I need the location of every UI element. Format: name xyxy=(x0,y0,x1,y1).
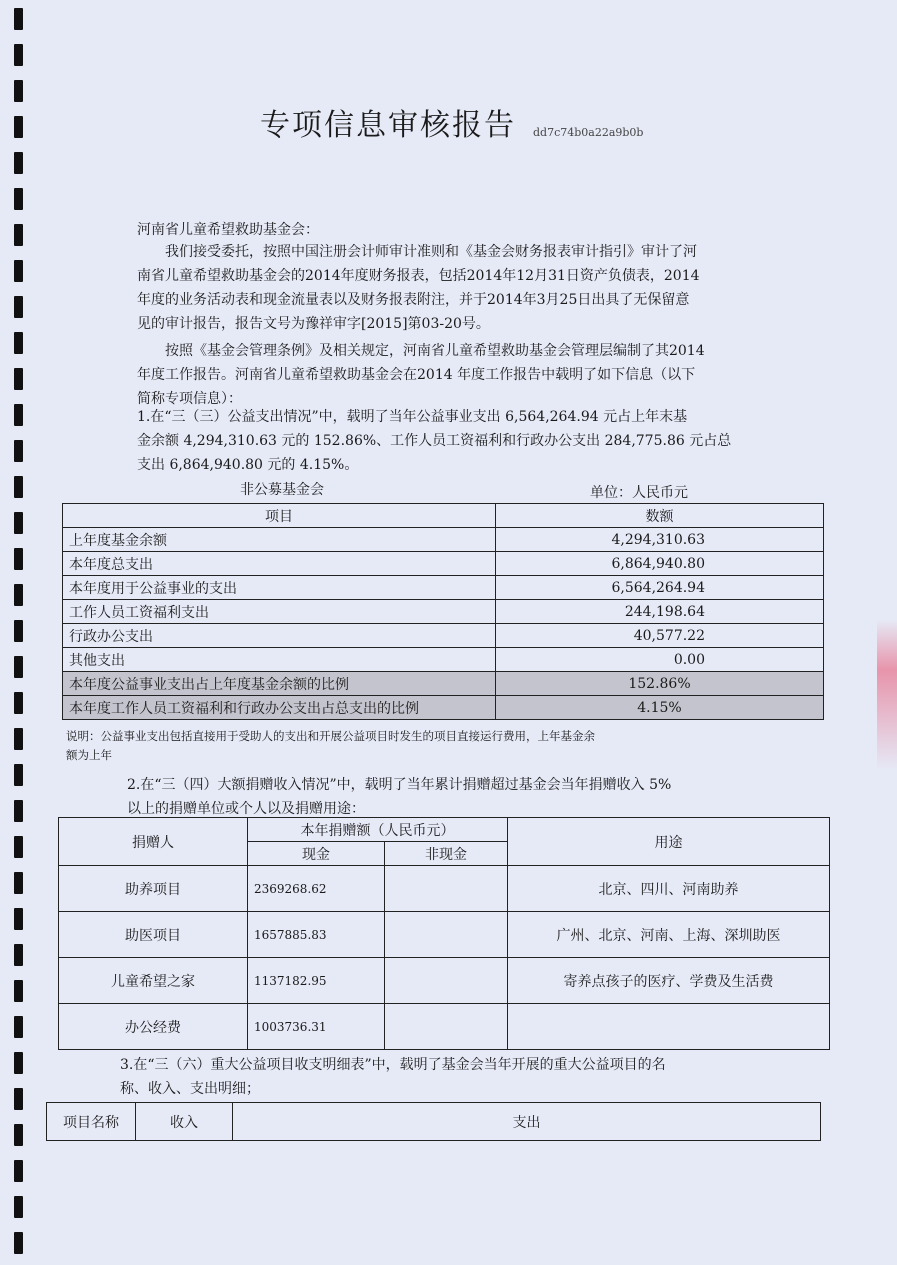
addressee: 河南省儿童希望救助基金会： xyxy=(137,222,319,238)
paragraph-2 xyxy=(137,339,777,411)
table-header-row xyxy=(47,1103,821,1141)
binding-hole xyxy=(14,1232,23,1254)
table-cell xyxy=(385,1004,508,1050)
table-cell: 40,577.22 xyxy=(496,624,824,648)
item-1-text xyxy=(137,405,787,477)
header-donor: 捐赠人 xyxy=(59,818,248,866)
table-cell: 本年度工作人员工资福利和行政办公支出占总支出的比例 xyxy=(63,696,496,720)
text-line: 见的审计报告，报告文号为豫祥审字[2015]第03-20号。 xyxy=(137,316,490,332)
red-stamp-edge xyxy=(877,620,897,770)
table-cell: 1003736.31 xyxy=(248,1004,385,1050)
table-cell xyxy=(508,1004,830,1050)
binding-hole xyxy=(14,908,23,930)
text-line: 以上的捐赠单位或个人以及捐赠用途： xyxy=(127,801,365,817)
header-income: 收入 xyxy=(136,1103,233,1141)
text-line: 金余额 4,294,310.63 元的 152.86%、工作人员工资福利和行政办公支出 284,775.86 元占总 xyxy=(137,433,732,449)
table1-note xyxy=(66,727,766,765)
paragraph-1 xyxy=(137,240,777,336)
table-cell: 助医项目 xyxy=(59,912,248,958)
text-line: 说明：公益事业支出包括直接用于受助人的支出和开展公益项目时发生的项目直接运行费用，上年基金余 xyxy=(66,729,595,743)
header-noncash: 非现金 xyxy=(385,842,508,866)
binding-hole xyxy=(14,944,23,966)
binding-hole xyxy=(14,404,23,426)
binding-hole xyxy=(14,512,23,534)
table-header-row xyxy=(59,818,830,842)
binding-hole xyxy=(14,692,23,714)
table-cell: 广州、北京、河南、上海、深圳助医 xyxy=(508,912,830,958)
header-project-name: 项目名称 xyxy=(47,1103,136,1141)
table-cell: 寄养点孩子的医疗、学费及生活费 xyxy=(508,958,830,1004)
table-cell: 行政办公支出 xyxy=(63,624,496,648)
binding-hole xyxy=(14,836,23,858)
text-line: 1.在“三（三）公益支出情况”中，载明了当年公益事业支出 6,564,264.94 元占上年末基 xyxy=(137,409,688,425)
binding-hole xyxy=(14,1160,23,1182)
table-row xyxy=(63,576,824,600)
binding-hole xyxy=(14,728,23,750)
table-cell: 助养项目 xyxy=(59,866,248,912)
table-donations xyxy=(58,817,830,1050)
item-3-text xyxy=(120,1053,780,1101)
text-line: 按照《基金会管理条例》及相关规定，河南省儿童希望救助基金会管理层编制了其2014 xyxy=(137,343,705,359)
table-cell: 244,198.64 xyxy=(496,600,824,624)
table-cell xyxy=(385,866,508,912)
table-cell: 4.15% xyxy=(496,696,824,720)
table-cell: 儿童希望之家 xyxy=(59,958,248,1004)
table-cell: 本年度总支出 xyxy=(63,552,496,576)
binding-hole xyxy=(14,1016,23,1038)
table-header-row xyxy=(63,504,824,528)
binding-hole xyxy=(14,8,23,30)
binding-hole xyxy=(14,548,23,570)
binding-hole xyxy=(14,620,23,642)
header-use: 用途 xyxy=(508,818,830,866)
table-cell: 6,864,940.80 xyxy=(496,552,824,576)
table1-caption-left: 非公募基金会 xyxy=(240,482,324,498)
table-cell: 0.00 xyxy=(496,648,824,672)
page-title: 专项信息审核报告 xyxy=(260,108,516,143)
table-row xyxy=(63,648,824,672)
table-projects xyxy=(46,1102,821,1141)
header-amount: 数额 xyxy=(496,504,824,528)
table-cell xyxy=(385,958,508,1004)
binding-hole xyxy=(14,1052,23,1074)
binding-hole xyxy=(14,188,23,210)
table-cell: 工作人员工资福利支出 xyxy=(63,600,496,624)
binding-hole xyxy=(14,296,23,318)
header-amount: 本年捐赠额（人民币元） xyxy=(248,818,508,842)
table-cell: 1137182.95 xyxy=(248,958,385,1004)
binding-hole xyxy=(14,1124,23,1146)
text-line: 简称专项信息）： xyxy=(137,391,242,407)
table1-caption-right: 单位：人民币元 xyxy=(590,485,688,501)
table-cell: 本年度公益事业支出占上年度基金余额的比例 xyxy=(63,672,496,696)
binding-hole xyxy=(14,476,23,498)
table-expenditure xyxy=(62,503,824,720)
table-row xyxy=(63,528,824,552)
table-cell xyxy=(385,912,508,958)
table-cell: 上年度基金余额 xyxy=(63,528,496,552)
table-cell: 其他支出 xyxy=(63,648,496,672)
binding-hole xyxy=(14,152,23,174)
doc-code: dd7c74b0a22a9b0b xyxy=(533,126,644,139)
text-line: 年度工作报告。河南省儿童希望救助基金会在2014 年度工作报告中载明了如下信息（以下 xyxy=(137,367,696,383)
item-2-text xyxy=(127,773,777,821)
text-line: 2.在“三（四）大额捐赠收入情况”中，载明了当年累计捐赠超过基金会当年捐赠收入 5% xyxy=(127,777,672,793)
header-expense: 支出 xyxy=(233,1103,821,1141)
binding-hole xyxy=(14,224,23,246)
binding-hole xyxy=(14,80,23,102)
table-cell: 本年度用于公益事业的支出 xyxy=(63,576,496,600)
binding-hole xyxy=(14,872,23,894)
table-row xyxy=(59,912,830,958)
text-line: 称、收入、支出明细； xyxy=(120,1081,260,1097)
binding-hole xyxy=(14,116,23,138)
table-row xyxy=(63,624,824,648)
binding-hole xyxy=(14,1196,23,1218)
binding-hole xyxy=(14,368,23,390)
binding-hole xyxy=(14,800,23,822)
text-line: 支出 6,864,940.80 元的 4.15%。 xyxy=(137,457,359,473)
table-cell: 2369268.62 xyxy=(248,866,385,912)
binding-hole xyxy=(14,1088,23,1110)
table-row xyxy=(59,1004,830,1050)
table-cell: 152.86% xyxy=(496,672,824,696)
table-cell: 6,564,264.94 xyxy=(496,576,824,600)
table-cell: 1657885.83 xyxy=(248,912,385,958)
table-cell: 4,294,310.63 xyxy=(496,528,824,552)
text-line: 我们接受委托，按照中国注册会计师审计准则和《基金会财务报表审计指引》审计了河 xyxy=(137,244,697,260)
binding-hole xyxy=(14,656,23,678)
binding-holes xyxy=(14,0,28,1265)
binding-hole xyxy=(14,584,23,606)
header-cash: 现金 xyxy=(248,842,385,866)
text-line: 额为上年 xyxy=(66,748,112,762)
table-row xyxy=(63,672,824,696)
binding-hole xyxy=(14,260,23,282)
table-row xyxy=(59,866,830,912)
table-row xyxy=(63,600,824,624)
text-line: 年度的业务活动表和现金流量表以及财务报表附注，并于2014年3月25日出具了无保留意 xyxy=(137,292,690,308)
text-line: 南省儿童希望救助基金会的2014年度财务报表，包括2014年12月31日资产负债表，2014 xyxy=(137,268,700,284)
binding-hole xyxy=(14,980,23,1002)
table-row xyxy=(63,696,824,720)
binding-hole xyxy=(14,44,23,66)
text-line: 3.在“三（六）重大公益项目收支明细表”中，载明了基金会当年开展的重大公益项目的名 xyxy=(120,1057,666,1073)
binding-hole xyxy=(14,332,23,354)
table-row xyxy=(59,958,830,1004)
table-cell: 北京、四川、河南助养 xyxy=(508,866,830,912)
header-item: 项目 xyxy=(63,504,496,528)
table-cell: 办公经费 xyxy=(59,1004,248,1050)
table-row xyxy=(63,552,824,576)
binding-hole xyxy=(14,764,23,786)
binding-hole xyxy=(14,440,23,462)
